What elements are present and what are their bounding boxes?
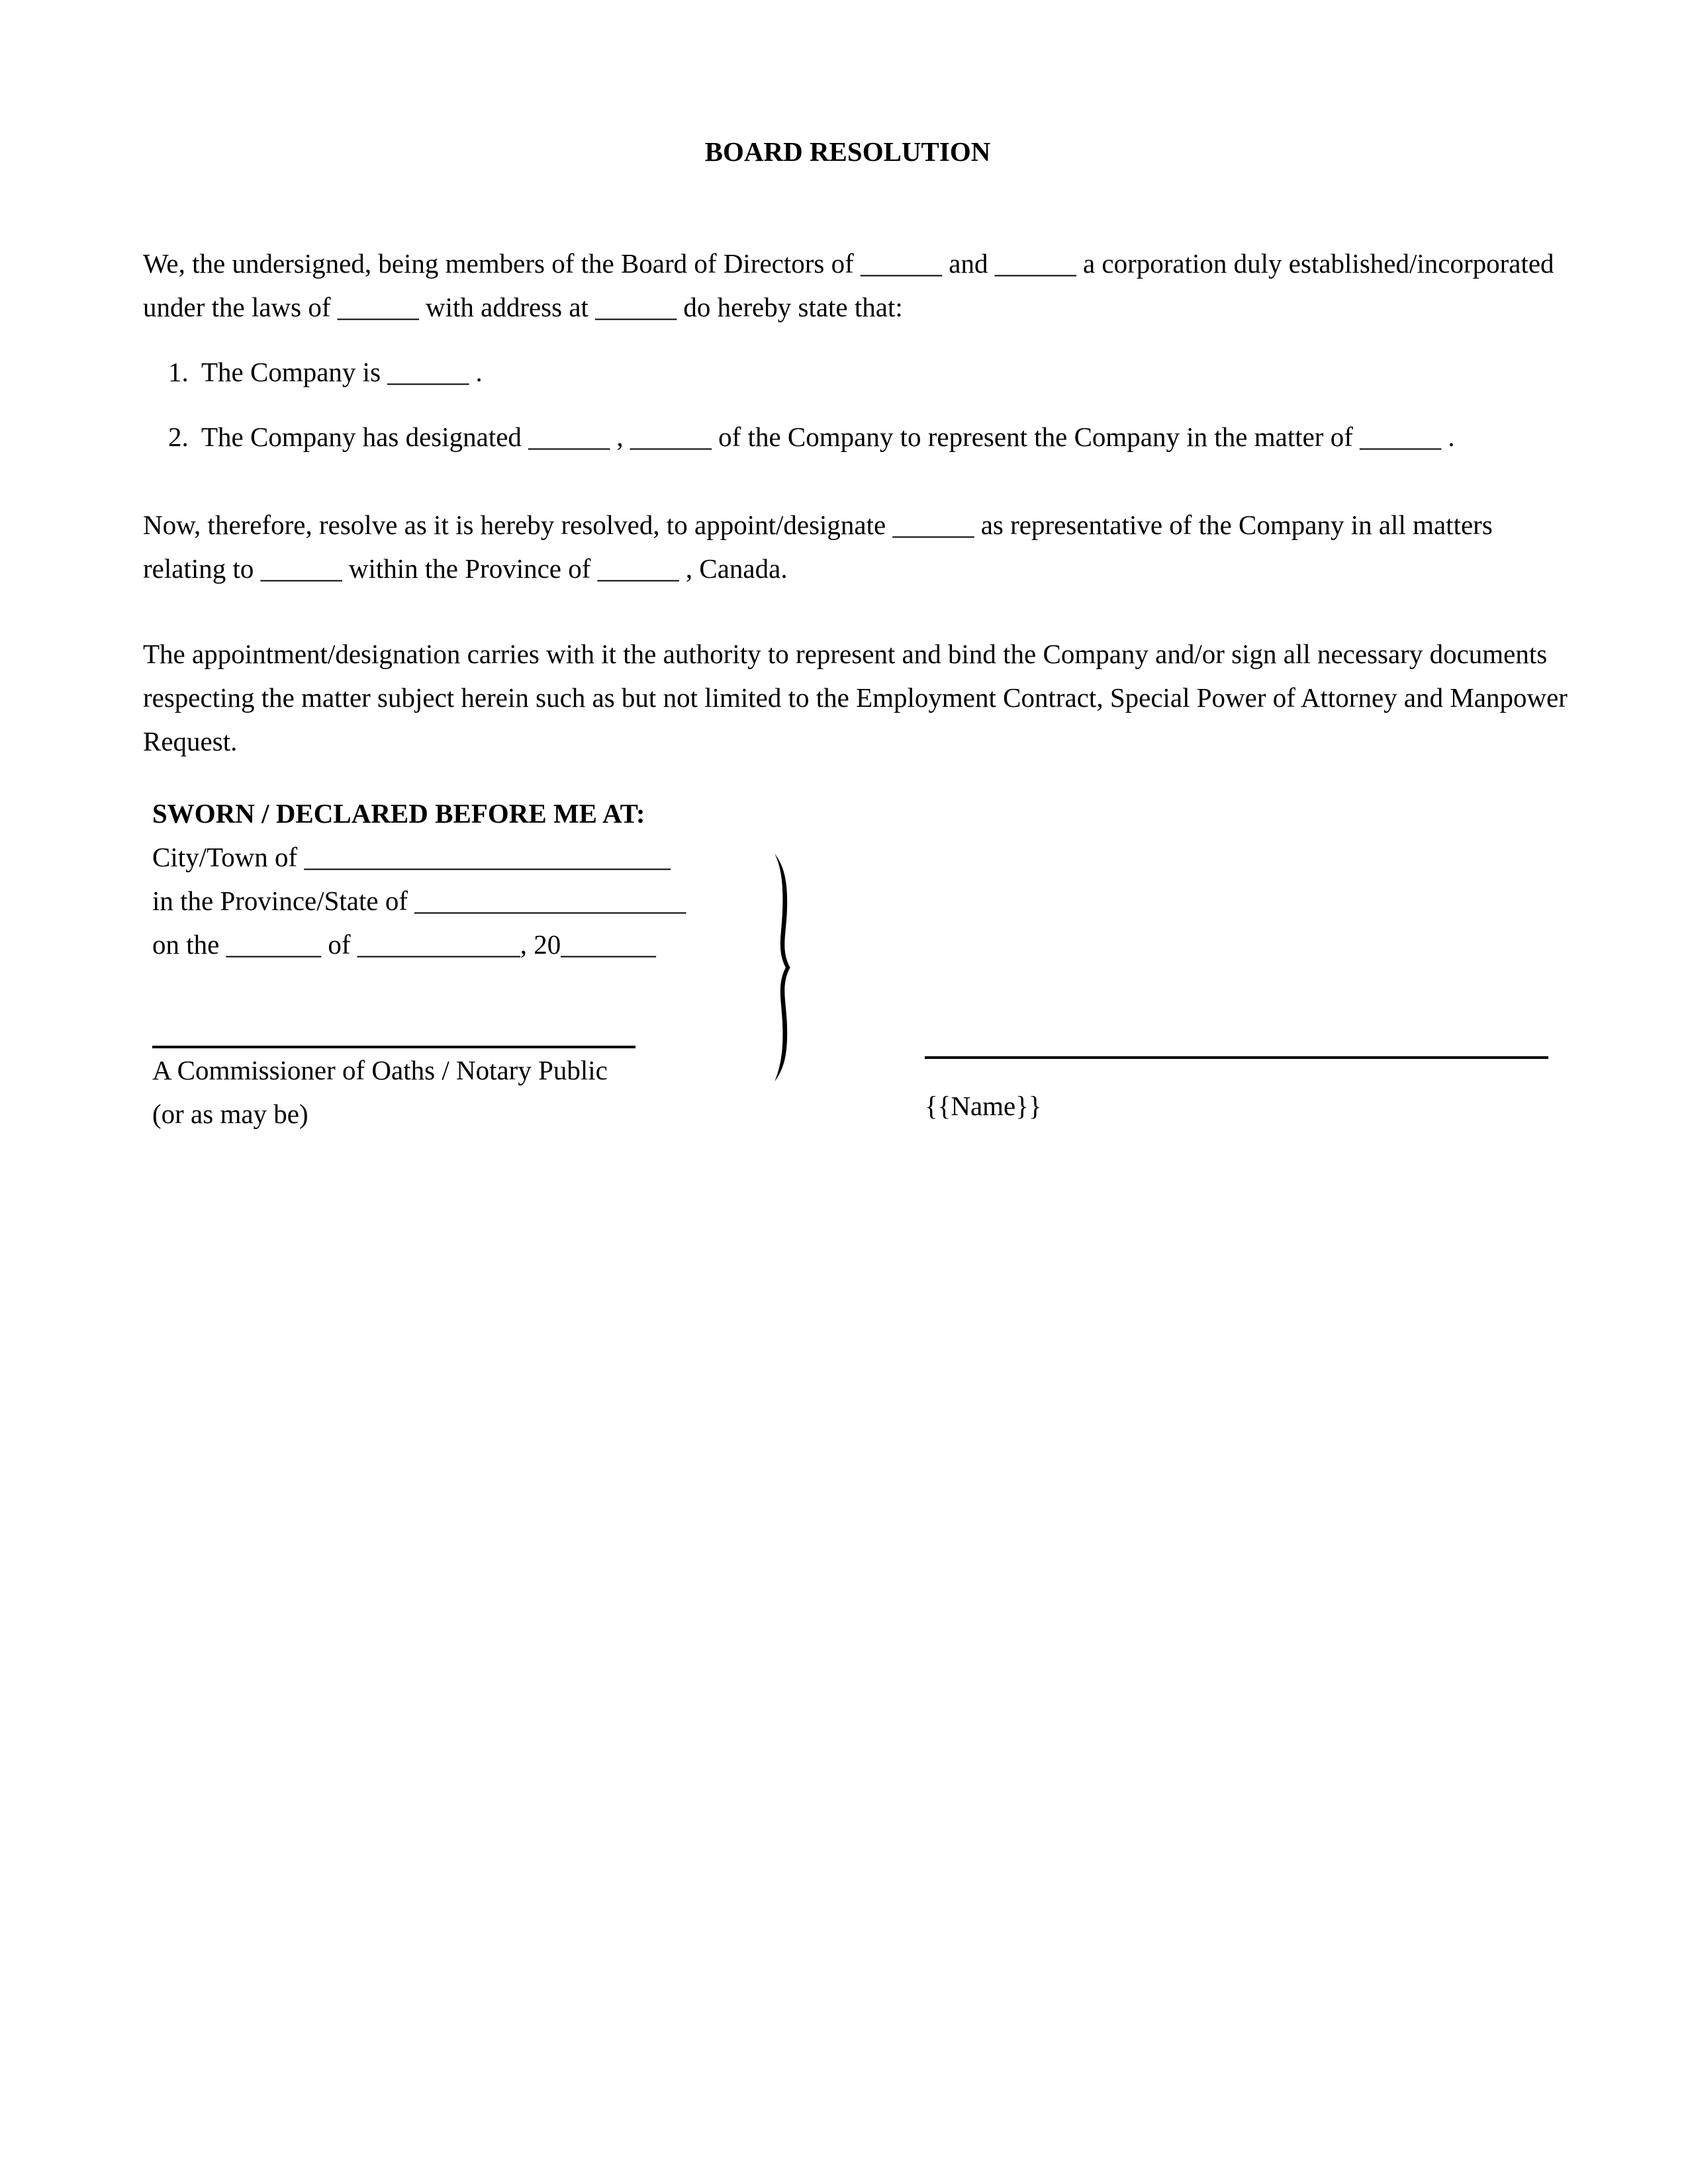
intro-paragraph — [143, 242, 1552, 329]
list-item-2-number: 2. — [168, 422, 189, 452]
curly-brace-icon — [768, 852, 794, 1083]
document-title: BOARD RESOLUTION — [704, 136, 991, 167]
list-item-1-number: 1. — [168, 357, 189, 387]
intro-line-2: under the laws of ______ with address at ______ do hereby state that: — [143, 292, 903, 322]
authority-line-3: Request. — [143, 726, 238, 756]
authority-line-1: The appointment/designation carries with it the authority to represent and bind the Company and/or sign all necessary documents — [143, 639, 1548, 669]
list-item-1-text: The Company is ______ . — [201, 357, 483, 387]
resolve-paragraph — [143, 503, 1552, 590]
signer-name-placeholder: {{Name}} — [925, 1091, 1042, 1121]
intro-line-1: We, the undersigned, being members of the Board of Directors of ______ and ______ a corporation duly established/incorporated — [143, 248, 1554, 279]
list-item-2-text: The Company has designated ______ , ______ of the Company to represent the Company in the matter of ______ . — [201, 422, 1455, 452]
signer-signature-line — [925, 1056, 1548, 1059]
sworn-section — [152, 792, 1552, 1162]
authority-line-2: respecting the matter subject herein such as but not limited to the Employment Contract, Special Power of Attorney and Manpower — [143, 682, 1568, 713]
sworn-heading: SWORN / DECLARED BEFORE ME AT: — [152, 798, 645, 829]
sworn-province-line: in the Province/State of ____________________ — [152, 886, 686, 916]
commissioner-title-line: A Commissioner of Oaths / Notary Public — [152, 1055, 608, 1085]
sworn-date-line: on the _______ of ____________, 20_______ — [152, 929, 656, 960]
sworn-city-line: City/Town of ___________________________ — [152, 842, 671, 872]
list-item-1 — [168, 350, 1552, 394]
signer-block — [925, 1056, 1554, 1128]
commissioner-note-line: (or as may be) — [152, 1099, 308, 1129]
resolve-line-1: Now, therefore, resolve as it is hereby resolved, to appoint/designate ______ as representative of the Company in all matters — [143, 510, 1493, 540]
resolve-line-2: relating to ______ within the Province of ______ , Canada. — [143, 553, 788, 584]
authority-paragraph — [143, 632, 1568, 763]
list-item-2 — [168, 415, 1552, 459]
